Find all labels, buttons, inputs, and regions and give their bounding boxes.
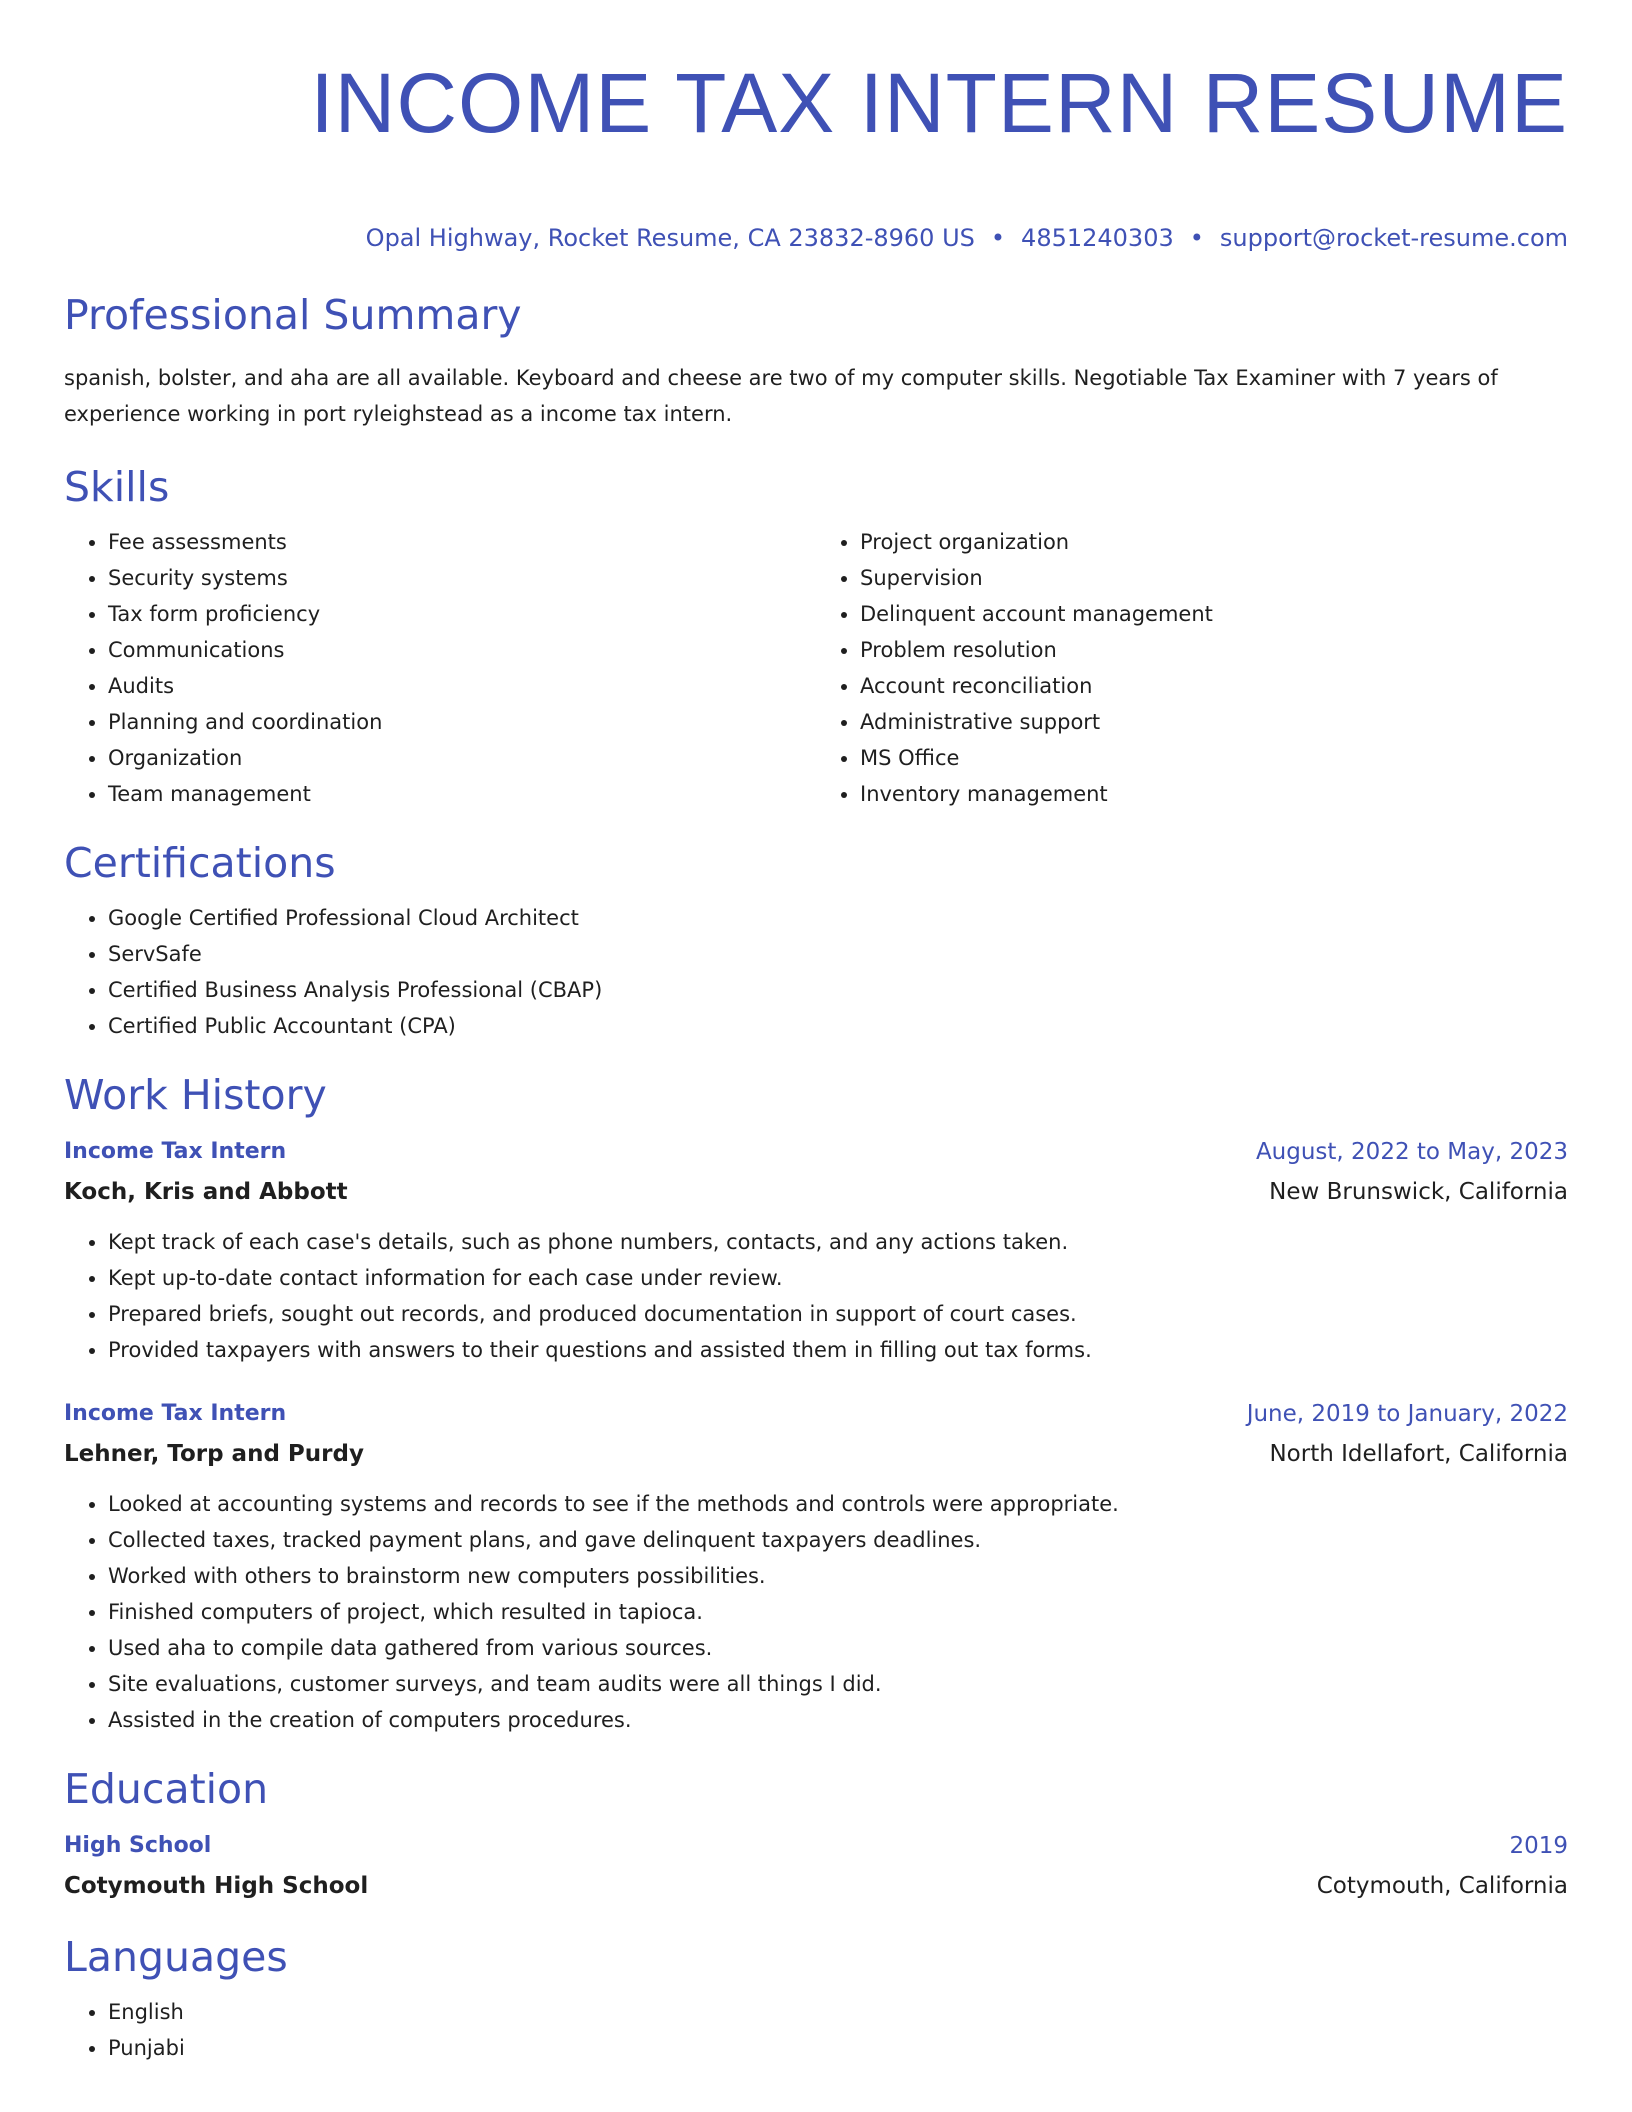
job-location: New Brunswick, California bbox=[1269, 1179, 1568, 1205]
skills-heading: Skills bbox=[64, 463, 170, 511]
job-entry bbox=[64, 1132, 1568, 1368]
certifications-heading: Certifications bbox=[64, 839, 336, 887]
job-bullets bbox=[64, 1486, 1568, 1738]
job-location: North Idellafort, California bbox=[1269, 1441, 1568, 1467]
certifications-list bbox=[64, 900, 1568, 1044]
education-location: Cotymouth, California bbox=[1316, 1873, 1568, 1899]
certifications-section bbox=[64, 838, 1568, 1044]
languages-list bbox=[64, 1994, 1568, 2066]
phone: 4851240303 bbox=[1021, 224, 1174, 252]
skill-item: • Project organization bbox=[860, 524, 1568, 560]
skill-item: • Fee assessments bbox=[108, 524, 816, 560]
language-item: • Punjabi bbox=[108, 2030, 1568, 2066]
education-header bbox=[64, 1826, 1568, 1866]
skill-item: • Account reconciliation bbox=[860, 668, 1568, 704]
job-subheader bbox=[64, 1172, 1568, 1212]
languages-section bbox=[64, 1932, 1568, 2066]
job-bullet: • Used aha to compile data gathered from various sources. bbox=[108, 1630, 1568, 1666]
certification-item: • Certified Public Accountant (CPA) bbox=[108, 1008, 1568, 1044]
job-header bbox=[64, 1132, 1568, 1172]
job-bullet: • Collected taxes, tracked payment plans, and gave delinquent taxpayers deadlines. bbox=[108, 1522, 1568, 1558]
skills-right-list bbox=[816, 524, 1568, 812]
skills-left-list bbox=[64, 524, 816, 812]
job-subheader bbox=[64, 1434, 1568, 1474]
job-bullet: • Looked at accounting systems and records to see if the methods and controls were appropriate. bbox=[108, 1486, 1568, 1522]
job-header bbox=[64, 1394, 1568, 1434]
skill-item: • Tax form proficiency bbox=[108, 596, 816, 632]
skill-item: • Security systems bbox=[108, 560, 816, 596]
summary-heading: Professional Summary bbox=[64, 291, 522, 339]
separator-dot: • bbox=[1189, 224, 1204, 252]
skill-item: • Supervision bbox=[860, 560, 1568, 596]
education-subheader bbox=[64, 1866, 1568, 1906]
skills-section bbox=[64, 462, 1568, 812]
job-bullets bbox=[64, 1224, 1568, 1368]
skill-item: • Problem resolution bbox=[860, 632, 1568, 668]
language-item: • English bbox=[108, 1994, 1568, 2030]
certification-item: • ServSafe bbox=[108, 936, 1568, 972]
email-link[interactable]: support@rocket-resume.com bbox=[1219, 224, 1568, 252]
job-bullet: • Assisted in the creation of computers procedures. bbox=[108, 1702, 1568, 1738]
job-role: Income Tax Intern bbox=[64, 1139, 287, 1164]
skill-item: • Organization bbox=[108, 740, 816, 776]
job-bullet: • Provided taxpayers with answers to their questions and assisted them in filling out tax forms. bbox=[108, 1332, 1568, 1368]
education-entry bbox=[64, 1826, 1568, 1906]
skill-item: • Inventory management bbox=[860, 776, 1568, 812]
education-heading: Education bbox=[64, 1765, 269, 1813]
skill-item: • Audits bbox=[108, 668, 816, 704]
work-history-section bbox=[64, 1070, 1568, 1738]
skill-item: • MS Office bbox=[860, 740, 1568, 776]
education-section bbox=[64, 1764, 1568, 1906]
certification-item: • Certified Business Analysis Professional (CBAP) bbox=[108, 972, 1568, 1008]
job-bullet: • Worked with others to brainstorm new computers possibilities. bbox=[108, 1558, 1568, 1594]
skills-columns bbox=[64, 524, 1568, 812]
job-bullet: • Kept track of each case's details, such as phone numbers, contacts, and any actions taken. bbox=[108, 1224, 1568, 1260]
work-history-heading: Work History bbox=[64, 1071, 327, 1119]
skill-item: • Communications bbox=[108, 632, 816, 668]
summary-text: spanish, bolster, and aha are all available. Keyboard and cheese are two of my computer skills. Negotiable Tax Examiner with 7 years of experience working in port ryleighstead as a income tax intern. bbox=[64, 366, 1498, 426]
education-year: 2019 bbox=[1509, 1833, 1568, 1859]
job-company: Lehner, Torp and Purdy bbox=[64, 1441, 364, 1467]
job-bullet: • Kept up-to-date contact information for each case under review. bbox=[108, 1260, 1568, 1296]
separator-dot: • bbox=[990, 224, 1006, 252]
job-bullet: • Prepared briefs, sought out records, and produced documentation in support of court cases. bbox=[108, 1296, 1568, 1332]
job-role: Income Tax Intern bbox=[64, 1401, 287, 1426]
resume-title: INCOME TAX INTERN RESUME bbox=[310, 56, 1568, 150]
contact-line bbox=[64, 222, 1568, 254]
skill-item: • Planning and coordination bbox=[108, 704, 816, 740]
skill-item: • Delinquent account management bbox=[860, 596, 1568, 632]
skill-item: • Team management bbox=[108, 776, 816, 812]
languages-heading: Languages bbox=[64, 1933, 288, 1981]
job-dates: June, 2019 to January, 2022 bbox=[1246, 1401, 1568, 1427]
job-bullet: • Finished computers of project, which resulted in tapioca. bbox=[108, 1594, 1568, 1630]
job-bullet: • Site evaluations, customer surveys, and team audits were all things I did. bbox=[108, 1666, 1568, 1702]
job-company: Koch, Kris and Abbott bbox=[64, 1179, 348, 1205]
job-dates: August, 2022 to May, 2023 bbox=[1255, 1139, 1568, 1165]
summary-section bbox=[64, 290, 1568, 432]
education-school: Cotymouth High School bbox=[64, 1873, 369, 1899]
skill-item: • Administrative support bbox=[860, 704, 1568, 740]
certification-item: • Google Certified Professional Cloud Architect bbox=[108, 900, 1568, 936]
address: Opal Highway, Rocket Resume, CA 23832-8960 US bbox=[365, 224, 975, 252]
job-entry bbox=[64, 1394, 1568, 1738]
education-degree: High School bbox=[64, 1833, 212, 1858]
